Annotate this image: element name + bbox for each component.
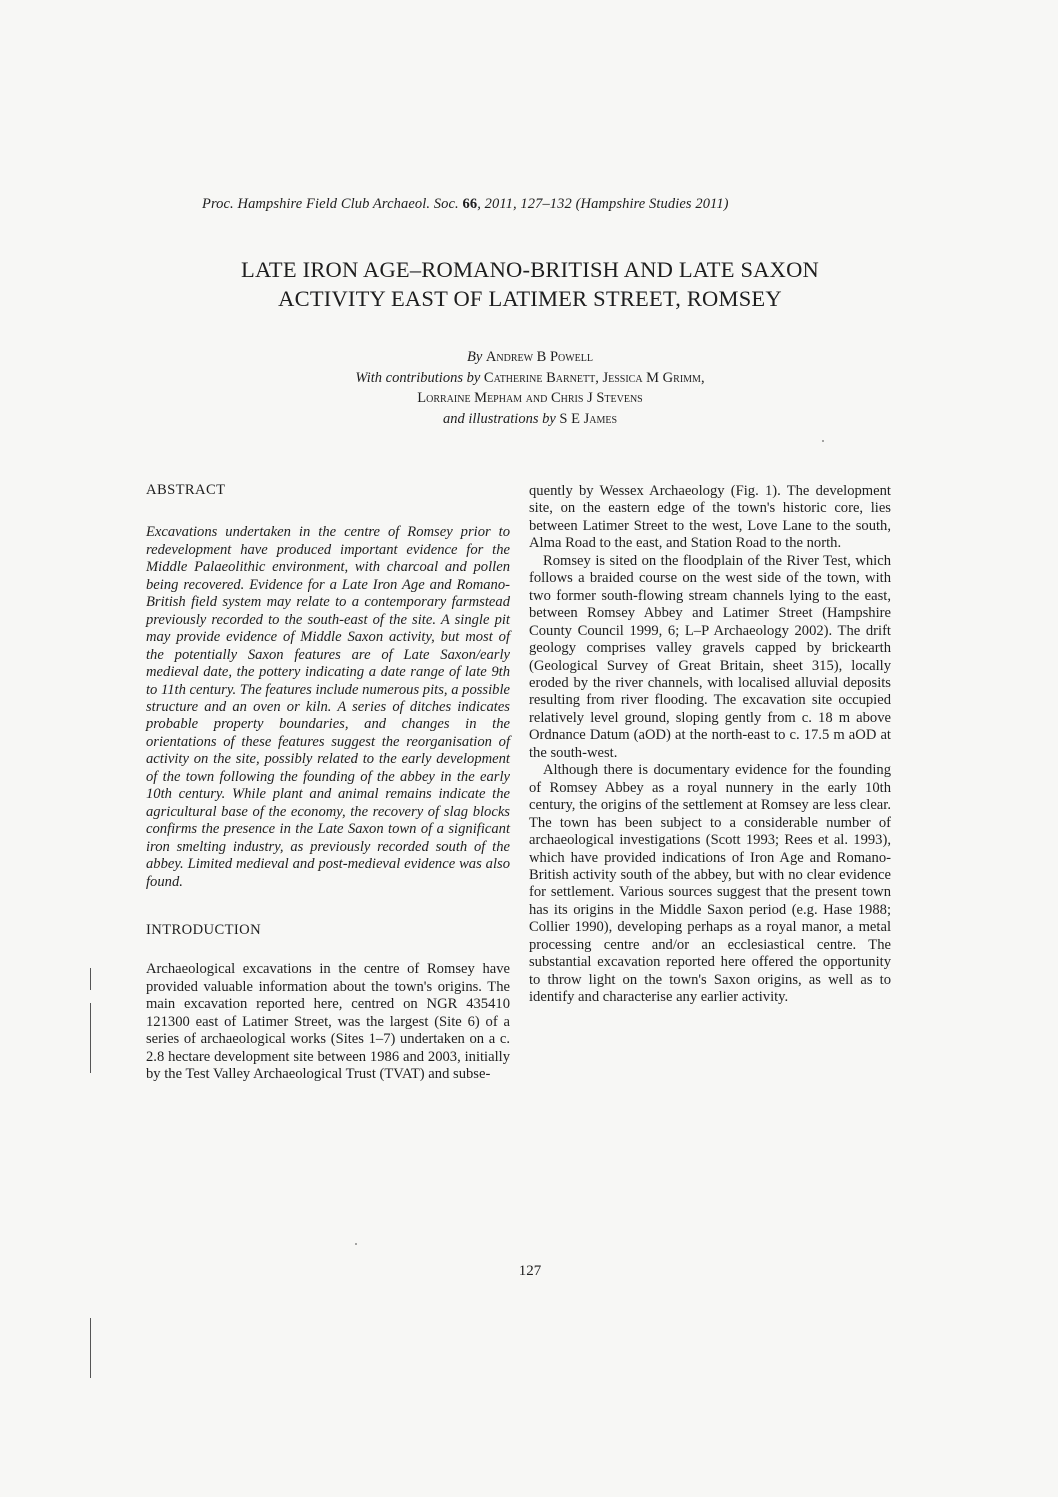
contributors-line-1 [140,368,920,389]
byline [140,347,920,429]
introduction-heading: INTRODUCTION [146,921,262,938]
contributions-label: With contributions by [355,369,481,386]
title-line-1: LATE IRON AGE–ROMANO-BRITISH AND LATE SAXON [241,257,819,282]
right-paragraph-2: Romsey is sited on the floodplain of the River Test, which follows a braided course on the west side of the town, with two former south-flowing stream channels lying to the east, between Romsey Abbey and Latimer Street (Hampshire County Council 1999, 6; L–P Archaeology 2002). The drift geology comprises valley gravels capped by brickearth (Geological Survey of Great Britain, sheet 315), locally eroded by the river channels, with localised alluvial deposits resulting from river flooding. The excavation site occupied relatively level ground, sloping gently from c. 18 m above Ordnance Datum (aOD) at the north-east to c. 17.5 m aOD at the south-west. [529,552,891,761]
right-paragraph-3: Although there is documentary evidence for the founding of Romsey Abbey as a royal nunnery in the early 10th century, the origins of the settlement at Romsey are less clear. The town has been subject to a considerable number of archaeological investigations (Scott 1993; Rees et al. 1993), which have provided indications of Iron Age and Romano-British activity south of the abbey, but with no clear evidence for settlement. Various sources suggest that the present town has its origins in the Middle Saxon period (e.g. Hase 1988; Collier 1990), developing perhaps as a royal manor, a metal processing centre and/or an ecclesiastical centre. The substantial excavation reported here offered the opportunity to throw light on the town's Saxon origins, as well as to identify and characterise any earlier activity. [529,762,891,1006]
author-line [140,347,920,368]
scan-speck [355,1243,357,1245]
journal-volume: 66 [462,196,478,212]
margin-scan-mark [90,968,91,990]
author-name: Andrew B Powell [485,349,594,365]
right-paragraph-1: quently by Wessex Archaeology (Fig. 1). The development site, on the eastern edge of the town's historic core, lies between Latimer Street to the west, Love Lane to the south, Alma Road to the east, and Station Road to the north. [529,483,891,552]
title-line-2: ACTIVITY EAST OF LATIMER STREET, ROMSEY [278,286,782,311]
contributors-line-2 [140,388,920,409]
right-column [529,483,891,1007]
scan-speck [822,440,824,442]
illustrations-line [140,409,920,430]
journal-citation [202,196,902,213]
journal-details: , 2011, 127–132 (Hampshire Studies 2011) [477,196,729,212]
by-label: By [466,349,483,365]
abstract-text: Excavations undertaken in the centre of Romsey prior to redevelopment have produced important evidence for the Middle Palaeolithic environment, with charcoal and pollen being recovered. Evidence for a Late Iron Age and Romano-British field system may relate to a contemporary farmstead previously recorded to the south-east of the site. A single pit may provide evidence of Middle Saxon activity, but most of the potentially Saxon features are of Late Saxon/early medieval date, the pottery indicating a date range of late 9th to 11th century. The features include numerous pits, a possible structure and an oven or kiln. A series of ditches indicates probable property boundaries, and changes in the orientations of these features suggest the reorganisation of activity on the site, possibly related to the early development of the town following the founding of the abbey in the early 10th century. While plant and animal remains indicate the agricultural base of the economy, the recovery of slag blocks confirms the presence in the Late Saxon town of a significant iron smelting industry, as previously recorded south of the abbey. Limited medieval and post-medieval evidence was also found. [146,524,510,890]
article-title [140,255,920,313]
contributor-names-2: Lorraine Mepham and Chris J Stevens [417,390,643,406]
page-number: 127 [518,1263,542,1279]
margin-scan-mark [90,1003,91,1073]
contributor-names-1: Catherine Barnett, Jessica M Grimm, [483,369,705,386]
journal-name: Proc. Hampshire Field Club Archaeol. Soc. [202,196,459,212]
illustrations-label: and illustrations by [442,410,556,427]
margin-scan-mark [90,1318,91,1378]
abstract-heading: ABSTRACT [146,482,226,498]
introduction-paragraph-1: Archaeological excavations in the centre of Romsey have provided valuable information about the town's origins. The main excavation reported here, centred on NGR 435410 121300 east of Latimer Street, was the largest (Site 6) of a series of archaeological works (Sites 1–7) undertaken on a c. 2.8 hectare development site between 1986 and 2003, initially by the Test Valley Archaeological Trust (TVAT) and subse- [146,961,510,1083]
illustrator-name: S E James [559,410,618,427]
left-column [146,482,510,1084]
